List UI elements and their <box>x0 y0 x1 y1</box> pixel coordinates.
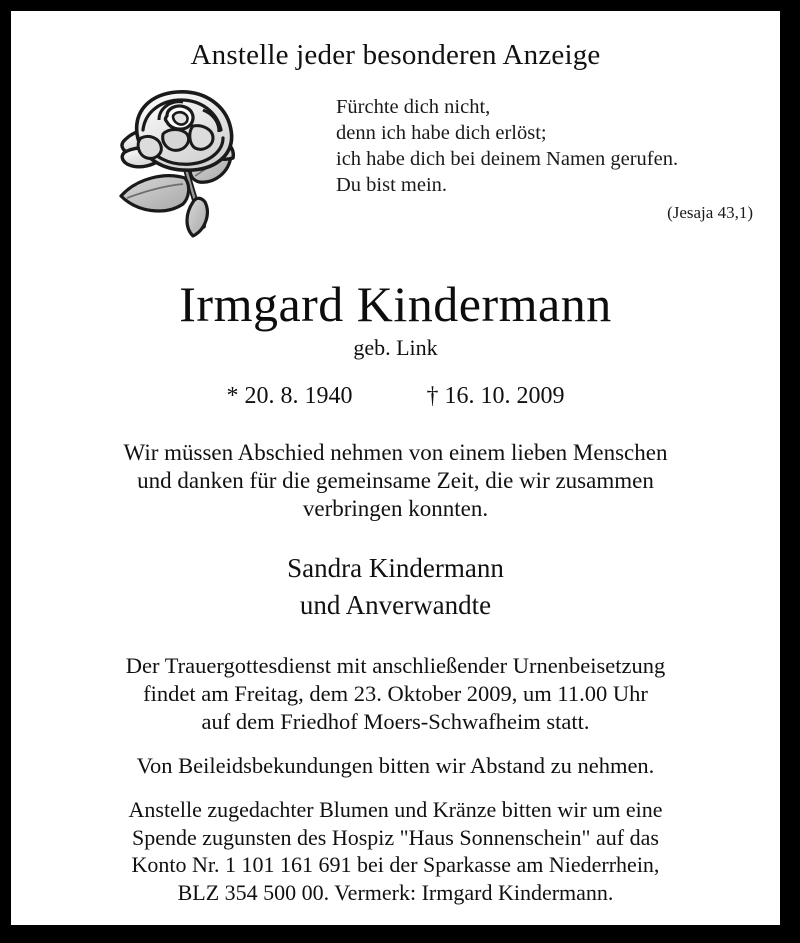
condolence-line: Von Beileidsbekundungen bitten wir Abstand zu nehmen. <box>136 753 655 779</box>
condolence-note <box>11 752 780 780</box>
page-title: Anstelle jeder besonderen Anzeige <box>190 39 601 71</box>
donation-line: Spende zugunsten des Hospiz "Haus Sonnenschein" auf das <box>132 824 659 850</box>
death-date <box>427 383 565 410</box>
donation-blz-line: BLZ 354 500 00. Vermerk: Irmgard Kindermann. <box>177 879 614 905</box>
verse-text <box>336 94 770 223</box>
obituary-card <box>11 11 780 925</box>
donation-line: Anstelle zugedachter Blumen und Kränze bitten wir um eine <box>128 797 663 823</box>
birth-date-value: 20. 8. 1940 <box>244 383 353 410</box>
rose-illustration-icon <box>107 86 247 242</box>
verse-line: Fürchte dich nicht, <box>336 95 491 118</box>
deceased-name: Irmgard Kindermann <box>179 275 612 332</box>
signers-block <box>11 550 780 624</box>
verse-line: ich habe dich bei deinem Namen gerufen. <box>336 147 679 170</box>
verse-source: (Jesaja 43,1) <box>667 202 753 222</box>
deceased-maiden-name: geb. Link <box>353 335 438 361</box>
signer-name: Sandra Kindermann <box>287 553 504 584</box>
service-line: auf dem Friedhof Moers-Schwafheim statt. <box>201 709 590 735</box>
birth-date <box>227 383 353 410</box>
verse-line: denn ich habe dich erlöst; <box>336 121 547 144</box>
verse-line: Du bist mein. <box>336 173 448 196</box>
farewell-line: verbringen konnten. <box>302 496 489 522</box>
donation-account-line: Konto Nr. 1 101 161 691 bei der Sparkasse am Niederrhein, <box>131 852 660 878</box>
service-details <box>11 652 780 736</box>
donation-request <box>11 796 780 906</box>
death-cross-icon: † <box>426 383 439 410</box>
farewell-line: Wir müssen Abschied nehmen von einem lieben Menschen <box>123 440 668 466</box>
signer-relatives: und Anverwandte <box>299 590 492 621</box>
life-dates <box>11 383 780 410</box>
death-date-value: 16. 10. 2009 <box>444 383 565 410</box>
birth-star-icon: * <box>226 383 239 410</box>
farewell-line: und danken für die gemeinsame Zeit, die wir zusammen <box>137 468 654 494</box>
farewell-message <box>11 439 780 523</box>
service-line: findet am Freitag, dem 23. Oktober 2009, um 11.00 Uhr <box>143 681 648 707</box>
service-line: Der Trauergottesdienst mit anschließender Urnenbeisetzung <box>125 653 666 679</box>
verse-section <box>11 92 780 242</box>
